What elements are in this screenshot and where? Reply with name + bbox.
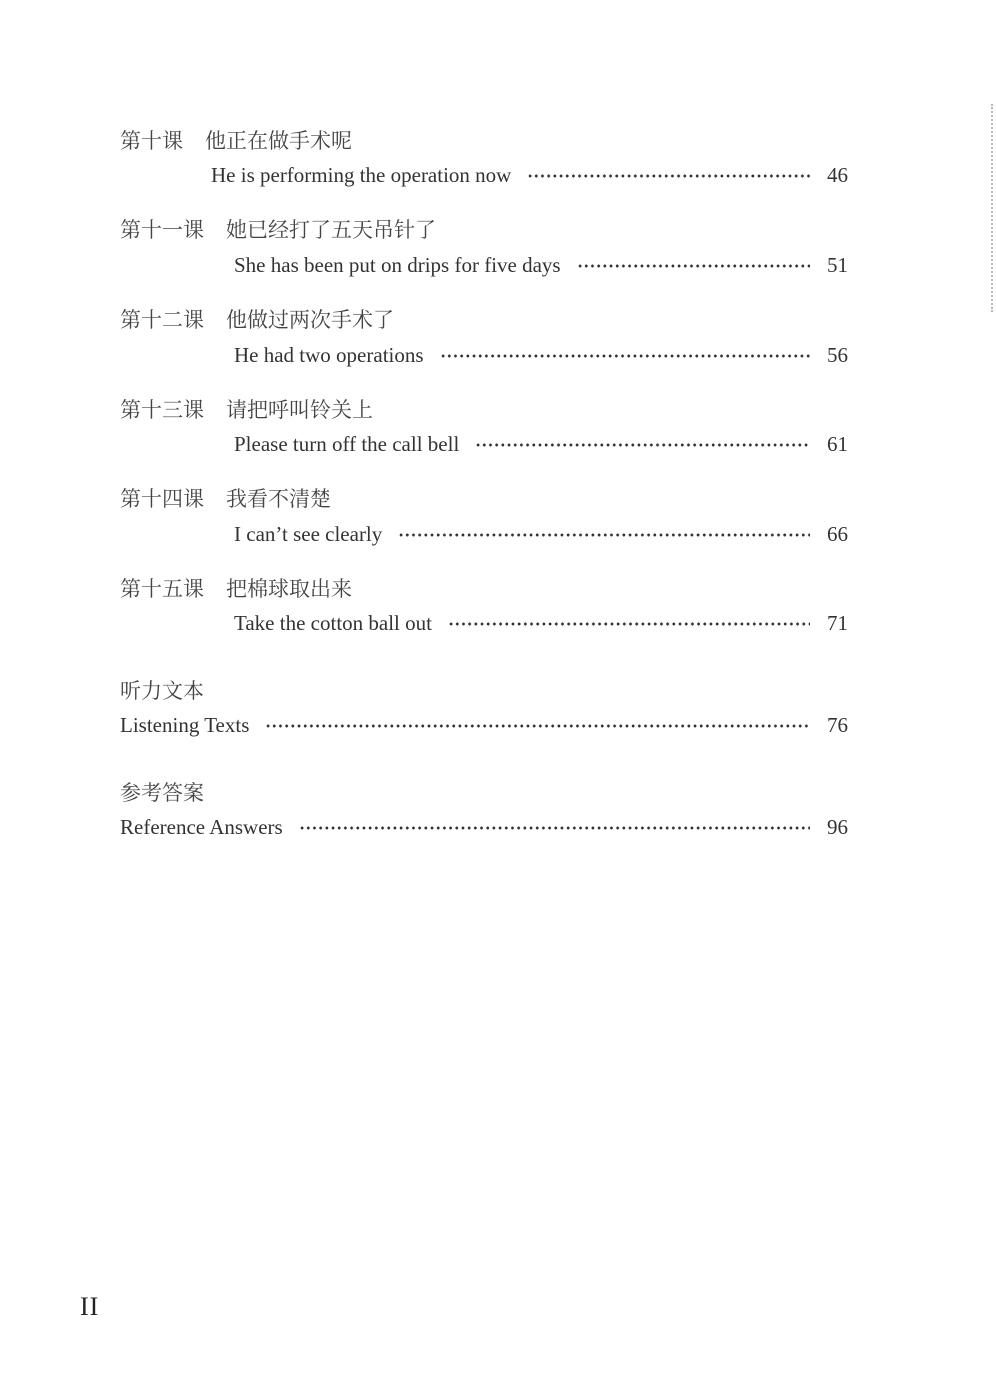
lesson-title-en: She has been put on drips for five days xyxy=(234,252,561,277)
page-folio: II xyxy=(80,1292,100,1321)
dot-leader xyxy=(440,354,810,358)
lesson-title-zh: 把棉球取出来 xyxy=(226,577,352,601)
lesson-title-en: He is performing the operation now xyxy=(211,162,512,187)
dot-leader xyxy=(299,826,810,830)
lesson-number: 第十三课 xyxy=(120,398,204,422)
lesson-number: 第十一课 xyxy=(120,218,204,242)
lesson-number: 第十课 xyxy=(120,129,183,153)
lesson-title-en: I can’t see clearly xyxy=(234,521,383,546)
page-number: 71 xyxy=(827,610,848,635)
lesson-title-en: Please turn off the call bell xyxy=(234,431,460,456)
dot-leader xyxy=(527,174,810,178)
page-number: 56 xyxy=(827,342,848,367)
page-number: 96 xyxy=(827,814,848,839)
lesson-number: 第十二课 xyxy=(120,308,204,332)
lesson-title-zh: 他正在做手术呢 xyxy=(205,129,352,153)
lesson-title-zh: 他做过两次手术了 xyxy=(226,308,394,332)
lesson-title-zh: 请把呼叫铃关上 xyxy=(226,398,373,422)
lesson-title-en: Take the cotton ball out xyxy=(234,610,432,635)
page-number: 46 xyxy=(827,162,848,187)
page-number: 66 xyxy=(827,521,848,546)
dot-leader xyxy=(398,533,810,537)
appendix-title-en: Reference Answers xyxy=(120,814,283,839)
appendix-title-zh: 听力文本 xyxy=(120,679,204,703)
dot-leader xyxy=(448,622,810,626)
lesson-number: 第十五课 xyxy=(120,577,204,601)
dot-leader xyxy=(265,724,810,728)
page-number: 51 xyxy=(827,252,848,277)
lesson-title-en: He had two operations xyxy=(234,342,424,367)
appendix-title-en: Listening Texts xyxy=(120,712,250,737)
dot-leader xyxy=(475,443,810,447)
page-number: 61 xyxy=(827,431,848,456)
page-number: 76 xyxy=(827,712,848,737)
lesson-title-zh: 我看不清楚 xyxy=(226,487,331,511)
appendix-title-zh: 参考答案 xyxy=(120,781,204,805)
dot-leader xyxy=(577,264,810,268)
margin-dotted-line xyxy=(991,104,993,312)
lesson-title-zh: 她已经打了五天吊针了 xyxy=(226,218,436,242)
lesson-number: 第十四课 xyxy=(120,487,204,511)
